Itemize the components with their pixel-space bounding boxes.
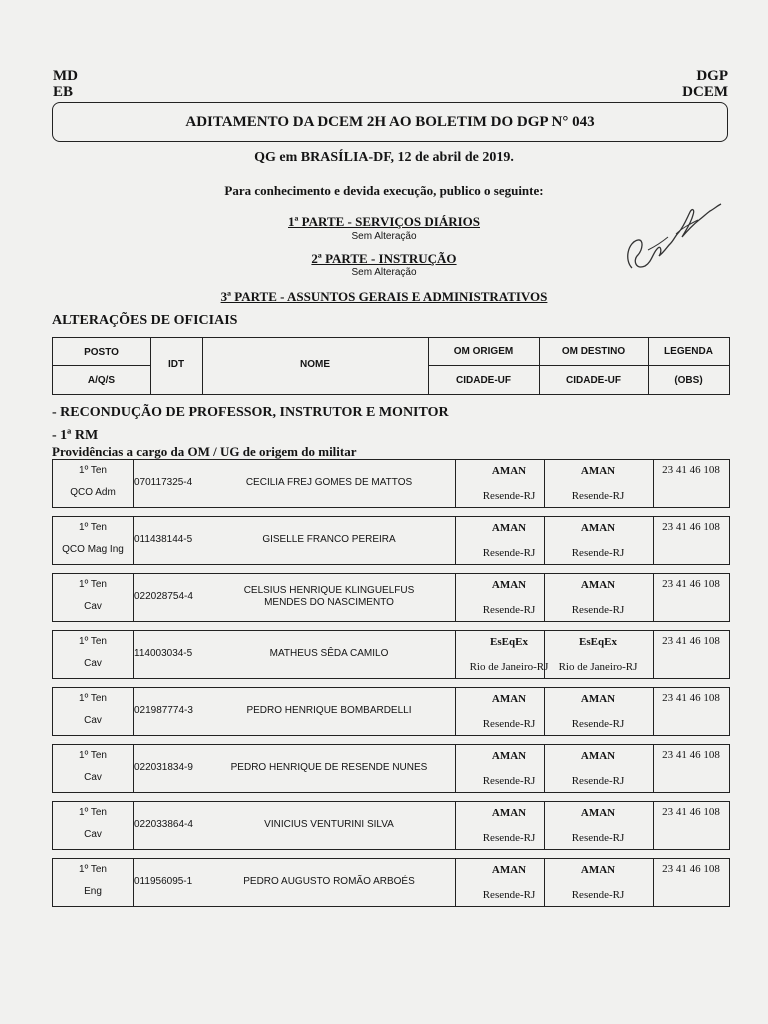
row-nome: PEDRO HENRIQUE DE RESENDE NUNES (230, 762, 428, 773)
table-row (52, 801, 730, 850)
row-nome: CECILIA FREJ GOMES DE MATTOS (245, 477, 413, 488)
row-om-origem: AMAN (491, 750, 527, 762)
legend-aqs: A/Q/S (87, 375, 116, 386)
row-cidade-origem: Resende-RJ (482, 490, 536, 502)
row-nome: CELSIUS HENRIQUE KLINGUELFUS (243, 585, 415, 596)
row-idt: 070117325-4 (134, 477, 193, 488)
row-nome: PEDRO AUGUSTO ROMÃO ARBOÉS (243, 876, 415, 887)
row-om-origem: AMAN (491, 693, 527, 705)
row-legenda: 23 41 46 108 (662, 464, 720, 476)
row-aqs: QCO Mag Ing (62, 544, 124, 555)
row-posto: 1º Ten (79, 579, 107, 590)
place-date: QG em BRASÍLIA-DF, 12 de abril de 2019. (254, 150, 514, 165)
row-cidade-destino: Resende-RJ (571, 889, 625, 901)
row-nome-cont: MENDES DO NASCIMENTO (264, 597, 394, 608)
row-posto: 1º Ten (79, 750, 107, 761)
row-idt: 022033864-4 (134, 819, 193, 830)
row-cidade-origem: Resende-RJ (482, 889, 536, 901)
legend-cidade-uf-origem: CIDADE-UF (456, 375, 511, 386)
row-nome: MATHEUS SÊDA CAMILO (269, 648, 389, 659)
legend-nome: NOME (300, 359, 330, 370)
part3-title: 3ª PARTE - ASSUNTOS GERAIS E ADMINISTRATIVOS (220, 289, 548, 304)
header-right-dcem: DCEM (682, 84, 728, 100)
row-om-destino: AMAN (580, 864, 616, 876)
row-om-origem: AMAN (491, 864, 527, 876)
part2-title: 2ª PARTE - INSTRUÇÃO (311, 251, 457, 266)
handwritten-signature (618, 190, 728, 285)
row-aqs: Cav (84, 715, 102, 726)
row-cidade-destino: Rio de Janeiro-RJ (558, 661, 638, 673)
document-title-box (52, 102, 728, 142)
row-idt: 114003034-5 (134, 648, 193, 659)
row-cidade-origem: Resende-RJ (482, 775, 536, 787)
row-om-destino: AMAN (580, 750, 616, 762)
row-om-destino: AMAN (580, 693, 616, 705)
row-idt: 022031834-9 (134, 762, 193, 773)
row-legenda: 23 41 46 108 (662, 749, 720, 761)
row-cidade-destino: Resende-RJ (571, 832, 625, 844)
row-posto: 1º Ten (79, 465, 107, 476)
row-om-destino: AMAN (580, 522, 616, 534)
legend-table (52, 337, 730, 395)
row-idt: 021987774-3 (134, 705, 193, 716)
row-cidade-origem: Rio de Janeiro-RJ (469, 661, 549, 673)
row-legenda: 23 41 46 108 (662, 806, 720, 818)
publication-notice: Para conhecimento e devida execução, publico o seguinte: (224, 183, 544, 198)
row-cidade-origem: Resende-RJ (482, 604, 536, 616)
row-legenda: 23 41 46 108 (662, 578, 720, 590)
header-right-dgp: DGP (696, 68, 728, 84)
row-cidade-destino: Resende-RJ (571, 604, 625, 616)
row-om-destino: AMAN (580, 807, 616, 819)
row-posto: 1º Ten (79, 693, 107, 704)
row-cidade-origem: Resende-RJ (482, 832, 536, 844)
row-cidade-destino: Resende-RJ (571, 718, 625, 730)
legend-idt: IDT (167, 359, 185, 370)
table-row (52, 744, 730, 793)
subsection-providencias: Providências a cargo da OM / UG de origem do militar (52, 444, 357, 459)
row-om-origem: AMAN (491, 807, 527, 819)
row-om-destino: AMAN (580, 465, 616, 477)
subsection-reconducao: - RECONDUÇÃO DE PROFESSOR, INSTRUTOR E MONITOR (52, 405, 449, 420)
row-posto: 1º Ten (79, 636, 107, 647)
row-nome: GISELLE FRANCO PEREIRA (262, 534, 396, 545)
row-nome: VINICIUS VENTURINI SILVA (264, 819, 394, 830)
row-cidade-origem: Resende-RJ (482, 718, 536, 730)
row-cidade-destino: Resende-RJ (571, 490, 625, 502)
legend-legenda: LEGENDA (664, 346, 713, 357)
row-aqs: Cav (84, 601, 102, 612)
row-idt: 022028754-4 (134, 591, 193, 602)
table-row (52, 687, 730, 736)
row-aqs: Cav (84, 658, 102, 669)
header-left-eb: EB (53, 84, 74, 100)
table-row (52, 459, 730, 508)
row-legenda: 23 41 46 108 (662, 863, 720, 875)
table-row (52, 630, 730, 679)
row-om-origem: EsEqEx (490, 636, 528, 648)
table-row (52, 858, 730, 907)
row-aqs: Cav (84, 829, 102, 840)
row-aqs: QCO Adm (70, 487, 116, 498)
table-row (52, 573, 730, 622)
row-cidade-origem: Resende-RJ (482, 547, 536, 559)
row-idt: 011438144-5 (134, 534, 193, 545)
document-title: ADITAMENTO DA DCEM 2H AO BOLETIM DO DGP N° 043 (185, 113, 595, 130)
table-row (52, 516, 730, 565)
row-cidade-destino: Resende-RJ (571, 775, 625, 787)
row-om-origem: AMAN (491, 522, 527, 534)
part1-note: Sem Alteração (351, 231, 417, 242)
row-om-destino: EsEqEx (579, 636, 617, 648)
row-posto: 1º Ten (79, 807, 107, 818)
header-left-md: MD (53, 68, 78, 84)
row-cidade-destino: Resende-RJ (571, 547, 625, 559)
row-idt: 011956095-1 (134, 876, 193, 887)
row-posto: 1º Ten (79, 522, 107, 533)
row-aqs: Cav (84, 772, 102, 783)
row-legenda: 23 41 46 108 (662, 635, 720, 647)
legend-om-origem: OM ORIGEM (453, 346, 514, 357)
row-om-origem: AMAN (491, 465, 527, 477)
row-aqs: Eng (84, 886, 102, 897)
row-legenda: 23 41 46 108 (662, 521, 720, 533)
subsection-1rm: - 1ª RM (52, 428, 99, 443)
legend-obs: (OBS) (674, 375, 703, 386)
row-nome: PEDRO HENRIQUE BOMBARDELLI (246, 705, 412, 716)
section-heading-officers: ALTERAÇÕES DE OFICIAIS (52, 313, 238, 328)
part1-title: 1ª PARTE - SERVIÇOS DIÁRIOS (288, 214, 480, 229)
legend-posto: POSTO (84, 347, 119, 358)
legend-om-destino: OM DESTINO (561, 346, 626, 357)
row-om-destino: AMAN (580, 579, 616, 591)
legend-cidade-uf-destino: CIDADE-UF (566, 375, 621, 386)
row-om-origem: AMAN (491, 579, 527, 591)
row-legenda: 23 41 46 108 (662, 692, 720, 704)
row-posto: 1º Ten (79, 864, 107, 875)
part2-note: Sem Alteração (351, 267, 417, 278)
